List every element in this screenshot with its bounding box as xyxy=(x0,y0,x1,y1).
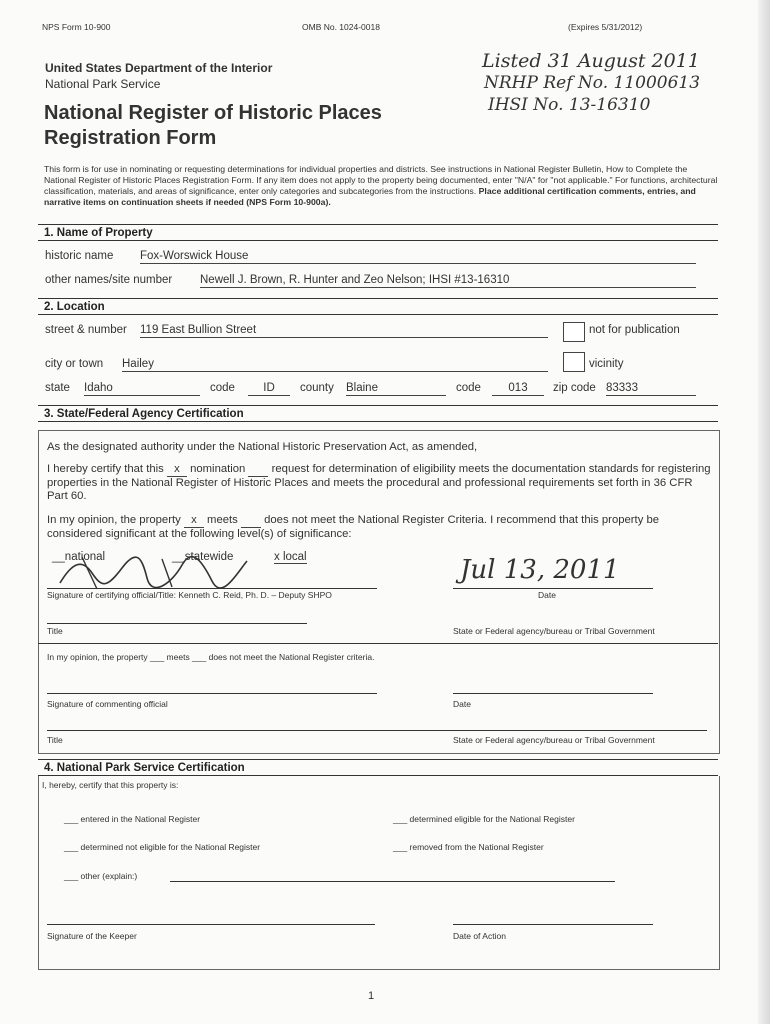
meets-mark[interactable]: x xyxy=(184,514,204,528)
entered-option[interactable]: ___ entered in the National Register xyxy=(64,814,201,824)
intro-paragraph xyxy=(44,164,720,208)
vicinity-label: vicinity xyxy=(589,358,624,370)
section4-header: 4. National Park Service Certification xyxy=(38,759,718,776)
level-local-label: x local xyxy=(274,551,307,563)
signature-line xyxy=(47,588,377,589)
historic-name-field[interactable] xyxy=(140,250,696,264)
city-value: Hailey xyxy=(122,358,154,370)
action-date-label: Date of Action xyxy=(453,931,506,941)
section3-header: 3. State/Federal Agency Certification xyxy=(38,405,718,422)
zip-value: 83333 xyxy=(606,382,638,394)
section2-header: 2. Location xyxy=(38,298,718,315)
service-name: National Park Service xyxy=(45,77,161,91)
intro-text: This form is for use in nominating or requesting determinations for individual properties and districts. See instructions in National Register Bulletin, How to Complete the National Register of Historic Places Registration Form. If any item does not apply to the property being documented, enter "N/A" for "not applicable." For functions, architectural classification, materials, and areas of significance, enter only categories and subcategories from the instructions. xyxy=(44,164,718,196)
state-code-field[interactable] xyxy=(248,382,290,396)
scan-edge xyxy=(758,0,770,1024)
keeper-label: Signature of the Keeper xyxy=(47,931,137,941)
street-value: 119 East Bullion Street xyxy=(140,324,257,336)
expires-date: (Expires 5/31/2012) xyxy=(568,22,643,32)
cert-authority: As the designated authority under the National Historic Preservation Act, as amended, xyxy=(47,441,478,453)
action-date-line xyxy=(453,924,653,925)
intro-bold: Place additional certification comments, entries, and narrative items on continuation sheets if needed (NPS Form 10-900a). xyxy=(44,186,696,207)
form-title-line1: National Register of Historic Places xyxy=(44,102,382,124)
nps-certification-box xyxy=(38,776,720,970)
historic-name-label: historic name xyxy=(45,250,114,262)
other-names-value: Newell J. Brown, R. Hunter and Zeo Nelson; IHSI #13-16310 xyxy=(200,274,510,286)
not-for-publication-label: not for publication xyxy=(589,324,680,336)
agency-label: State or Federal agency/bureau or Tribal Government xyxy=(453,626,655,636)
handwritten-date: Jul 13, 2011 xyxy=(460,555,620,585)
county-code-field[interactable] xyxy=(492,382,544,396)
county-code-value: 013 xyxy=(508,382,528,394)
date-line xyxy=(453,588,653,589)
zip-field[interactable] xyxy=(606,382,696,396)
other-names-label: other names/site number xyxy=(45,274,173,286)
date-label: Date xyxy=(538,590,556,600)
vicinity-checkbox[interactable] xyxy=(563,352,585,372)
level-national-label: national xyxy=(64,551,106,563)
city-field[interactable] xyxy=(122,358,548,372)
form-id: NPS Form 10-900 xyxy=(42,22,111,32)
nps-certify-text: I, hereby, certify that this property is: xyxy=(42,780,179,790)
removed-option[interactable]: ___ removed from the National Register xyxy=(393,842,544,852)
street-field[interactable] xyxy=(140,324,548,338)
divider xyxy=(38,643,718,644)
cert-text-a: I hereby certify that this xyxy=(47,463,164,475)
opinion-paragraph xyxy=(47,514,715,541)
title-label: Title xyxy=(47,626,63,636)
city-label: city or town xyxy=(45,358,104,370)
other-explain-line xyxy=(170,881,615,882)
county-label: county xyxy=(300,382,334,394)
nomination-mark[interactable]: x xyxy=(167,463,187,477)
title-line xyxy=(47,623,307,624)
opinion-text-a: In my opinion, the property xyxy=(47,514,181,526)
commenting-title-label: Title xyxy=(47,735,63,745)
omb-number: OMB No. 1024-0018 xyxy=(302,22,380,32)
handwritten-listed: Listed 31 August 2011 xyxy=(482,50,700,72)
state-code-label: code xyxy=(210,382,235,394)
commenting-date-line xyxy=(453,693,653,694)
not-for-publication-checkbox[interactable] xyxy=(563,322,585,342)
opinion-text-c: does not meet the National Register Criteria. I recommend that this property be considered significant at the following level(s) of significance: xyxy=(47,514,660,540)
level-statewide-label: statewide xyxy=(184,551,234,563)
department-name: United States Department of the Interior xyxy=(45,61,273,75)
other-names-field[interactable] xyxy=(200,274,696,288)
cert-text-b: nomination xyxy=(190,463,246,475)
cert-paragraph xyxy=(47,463,715,503)
other-option[interactable]: ___ other (explain:) xyxy=(64,871,138,881)
request-mark[interactable] xyxy=(248,463,268,477)
county-value: Blaine xyxy=(346,382,378,394)
commenting-title-line xyxy=(47,730,707,731)
county-code-label: code xyxy=(456,382,481,394)
determined-not-eligible-option[interactable]: ___ determined not eligible for the National Register xyxy=(64,842,261,852)
level-statewide[interactable]: __statewide xyxy=(172,551,234,563)
zip-label: zip code xyxy=(553,382,596,394)
commenting-date-label: Date xyxy=(453,699,471,709)
keeper-signature-line xyxy=(47,924,375,925)
handwritten-ihsi: IHSI No. 13-16310 xyxy=(488,95,651,115)
section1-header: 1. Name of Property xyxy=(38,224,718,241)
county-field[interactable] xyxy=(346,382,446,396)
form-title-line2: Registration Form xyxy=(44,127,217,149)
not-meets-mark[interactable] xyxy=(241,514,261,528)
handwritten-nrhp-ref: NRHP Ref No. 11000613 xyxy=(484,73,701,93)
commenting-signature-line xyxy=(47,693,377,694)
commenting-agency-label: State or Federal agency/bureau or Tribal Government xyxy=(453,735,655,745)
state-value: Idaho xyxy=(84,382,113,394)
commenting-label: Signature of commenting official xyxy=(47,699,168,709)
handwritten-signature xyxy=(52,553,252,593)
historic-name-value: Fox-Worswick House xyxy=(140,250,249,262)
opinion-text-b: meets xyxy=(207,514,238,526)
signature-label: Signature of certifying official/Title: Kenneth C. Reid, Ph. D. – Deputy SHPO xyxy=(47,590,332,600)
level-local[interactable] xyxy=(274,551,307,564)
street-label: street & number xyxy=(45,324,127,336)
state-code-value: ID xyxy=(263,382,275,394)
cert-text-c: request for determination of eligibility meets the documentation standards for registering properties in the National Register of Historic Places and meets the procedural and professional requirements set forth in 36 CFR Part 60. xyxy=(47,463,711,502)
state-label: state xyxy=(45,382,70,394)
page-number: 1 xyxy=(368,990,375,1002)
level-national[interactable]: __national xyxy=(52,551,106,563)
determined-eligible-option[interactable]: ___ determined eligible for the National Register xyxy=(393,814,575,824)
state-field[interactable] xyxy=(84,382,200,396)
commenting-opinion: In my opinion, the property ___ meets ___ does not meet the National Register criteria. xyxy=(47,652,375,662)
